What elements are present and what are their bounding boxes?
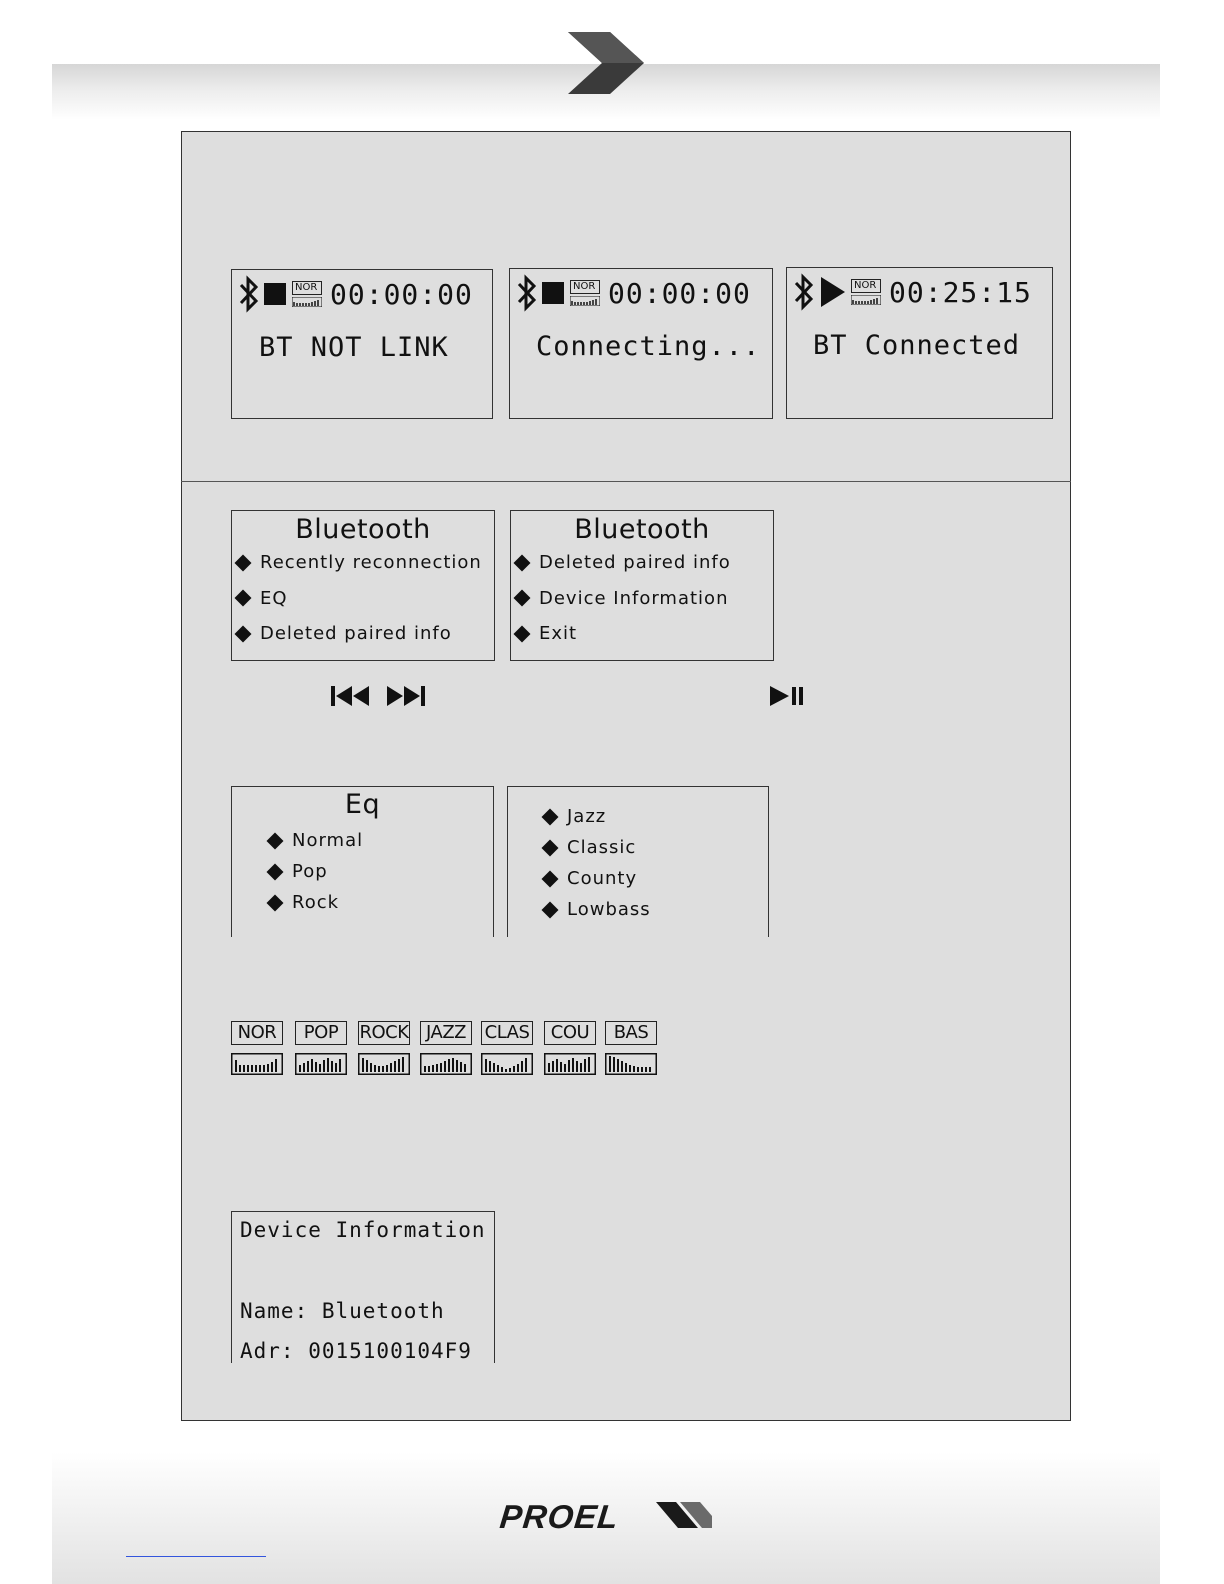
diamond-bullet-icon: [542, 808, 559, 825]
eq-preset-bas: BAS: [605, 1021, 657, 1079]
play-pause-icon[interactable]: [769, 684, 805, 708]
footer-link[interactable]: [126, 1556, 266, 1557]
eq-preset-clas: CLAS: [481, 1021, 533, 1079]
eq-curve-jazz-icon: [420, 1053, 472, 1075]
status-bar: [793, 274, 1032, 310]
eq-curve-nor-icon: [231, 1053, 283, 1075]
eq-curve-rock-icon: [358, 1053, 410, 1075]
connection-status: BT Connected: [813, 330, 1021, 361]
eq-indicator: NOR: [292, 281, 322, 307]
stop-icon: [264, 283, 286, 305]
eq-curve-bas-icon: [605, 1053, 657, 1075]
eq-preset-cou: COU: [544, 1021, 596, 1079]
menu-item[interactable]: Pop: [232, 856, 493, 887]
diamond-bullet-icon: [514, 625, 531, 642]
bluetooth-icon: [793, 273, 815, 311]
eq-preset-pop: POP: [295, 1021, 347, 1079]
diamond-bullet-icon: [542, 901, 559, 918]
diamond-bullet-icon: [235, 554, 252, 571]
menu-item[interactable]: Jazz: [508, 801, 768, 832]
device-address: Adr: 0015100104F9: [240, 1339, 472, 1363]
eq-curve-icon: [570, 296, 600, 306]
connection-status: BT NOT LINK: [259, 332, 449, 363]
diamond-bullet-icon: [542, 870, 559, 887]
menu-title: Bluetooth: [574, 514, 710, 545]
menu-item[interactable]: Recently reconnection: [232, 545, 494, 581]
menu-item[interactable]: Rock: [232, 887, 493, 918]
eq-preset-nor: NOR: [231, 1021, 283, 1079]
eq-menu-page-2: [507, 786, 769, 937]
menu-title: Bluetooth: [295, 514, 431, 545]
status-bar: [516, 275, 751, 311]
menu-item[interactable]: Classic: [508, 832, 768, 863]
eq-indicator: NOR: [570, 280, 600, 306]
chevron-right-icon: [568, 32, 644, 94]
elapsed-time: 00:00:00: [330, 277, 473, 311]
eq-menu-page-1: [231, 786, 494, 937]
diamond-bullet-icon: [514, 554, 531, 571]
eq-curve-cou-icon: [544, 1053, 596, 1075]
eq-preset-jazz: JAZZ: [420, 1021, 472, 1079]
eq-preset-rock: ROCK: [358, 1021, 410, 1079]
device-info-title: Device Information: [240, 1218, 486, 1242]
eq-curve-pop-icon: [295, 1053, 347, 1075]
menu-item[interactable]: EQ: [232, 581, 494, 617]
bluetooth-menu-page-1: [231, 510, 495, 661]
menu-item[interactable]: County: [508, 863, 768, 894]
diamond-bullet-icon: [267, 863, 284, 880]
menu-title: Eq: [344, 789, 381, 820]
logo-stripe-icon: [656, 1502, 712, 1528]
device-info-screen: [231, 1211, 495, 1363]
prev-track-icon[interactable]: [330, 684, 370, 708]
eq-curve-clas-icon: [481, 1053, 533, 1075]
elapsed-time: 00:25:15: [889, 275, 1032, 309]
lcd-screen-not-linked: [231, 269, 493, 419]
eq-curve-icon: [292, 297, 322, 307]
menu-item[interactable]: Deleted paired info: [511, 545, 773, 581]
lcd-screen-connected: [786, 267, 1053, 419]
device-name: Name: Bluetooth: [240, 1299, 445, 1323]
lcd-screen-connecting: [509, 268, 773, 419]
menu-item[interactable]: Exit: [511, 616, 773, 652]
stop-icon: [542, 282, 564, 304]
diamond-bullet-icon: [542, 839, 559, 856]
diamond-bullet-icon: [235, 625, 252, 642]
menu-item[interactable]: Device Information: [511, 581, 773, 617]
status-bar: [238, 276, 473, 312]
bluetooth-icon: [516, 274, 538, 312]
diamond-bullet-icon: [267, 894, 284, 911]
eq-curve-icon: [851, 295, 881, 305]
bluetooth-menu-page-2: [510, 510, 774, 661]
play-icon: [821, 277, 845, 307]
bluetooth-icon: [238, 275, 260, 313]
logo-text: PROEL: [498, 1498, 621, 1535]
menu-item[interactable]: Normal: [232, 825, 493, 856]
diamond-bullet-icon: [267, 832, 284, 849]
connection-status: Connecting...: [536, 331, 761, 362]
section-divider: [181, 481, 1071, 482]
eq-indicator: NOR: [851, 279, 881, 305]
diamond-bullet-icon: [514, 590, 531, 607]
menu-item[interactable]: Deleted paired info: [232, 616, 494, 652]
next-track-icon[interactable]: [386, 684, 426, 708]
menu-item[interactable]: Lowbass: [508, 894, 768, 925]
diamond-bullet-icon: [235, 590, 252, 607]
elapsed-time: 00:00:00: [608, 276, 751, 310]
